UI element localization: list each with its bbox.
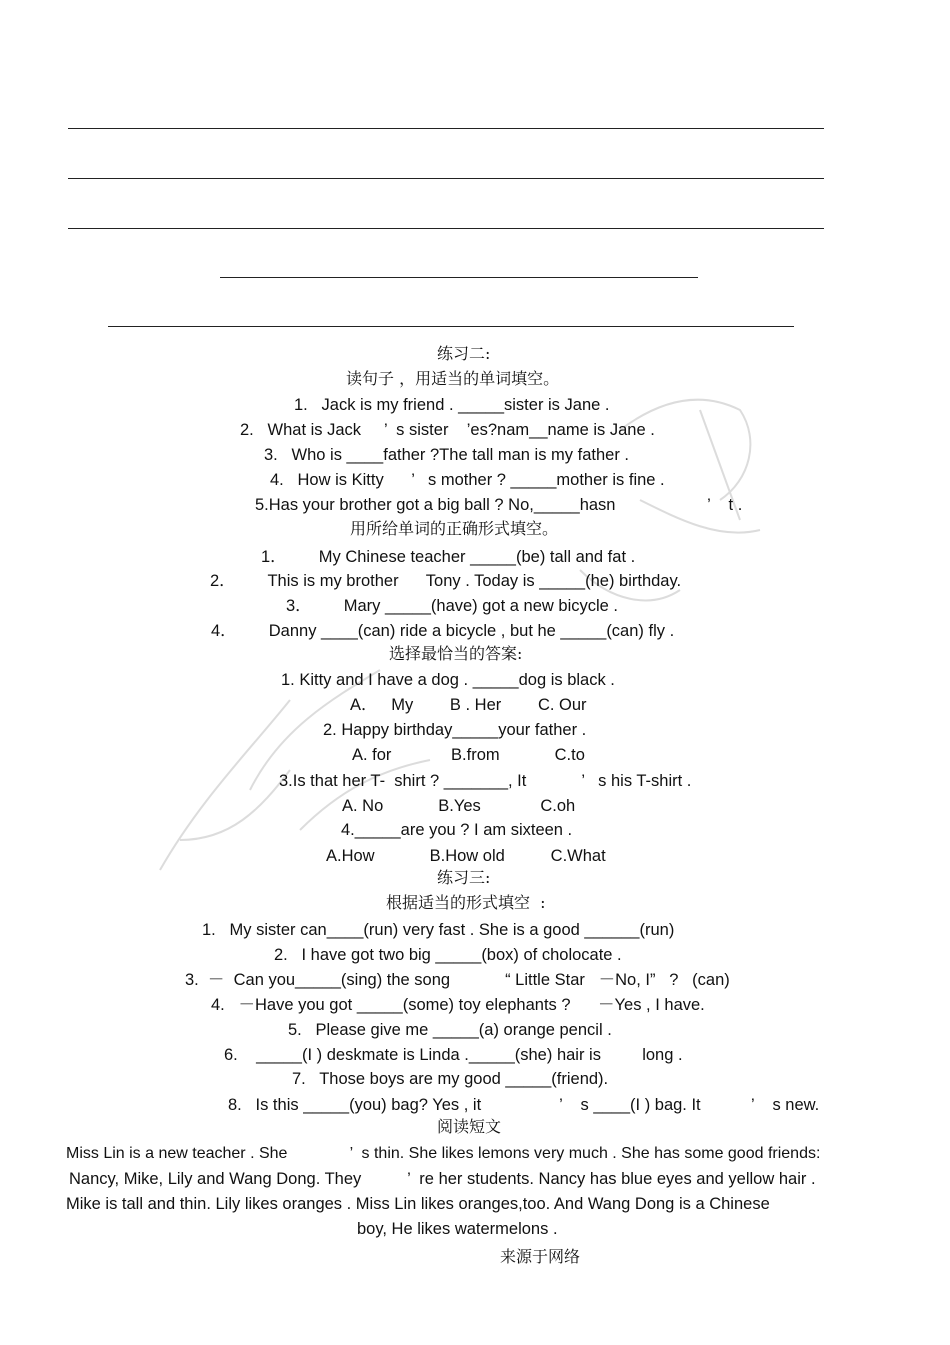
reading-title: 阅读短文 — [437, 1117, 502, 1136]
partC-options-2: A. for B.from C.to — [352, 746, 585, 764]
section3-item-8: 8. Is this _____(you) bag? Yes , it ’ s ____(I ) bag. It ’ s new. — [228, 1096, 820, 1114]
section3-instruction: 根据适当的形式填空 : — [386, 893, 546, 912]
partC-question-2: 2. Happy birthday_____your father . — [323, 721, 587, 739]
partC-options-3: A. No B.Yes C.oh — [342, 797, 576, 815]
partC-options-4: A.How B.How old C.What — [326, 847, 606, 865]
partA-item-4: 4. How is Kitty ’ s mother ? _____mother is fine . — [270, 471, 665, 489]
answer-line-4 — [220, 277, 698, 278]
answer-line-5 — [108, 326, 794, 327]
reading-line-2: Nancy, Mike, Lily and Wang Dong. They ’ re her students. Nancy has blue eyes and yellow hair . — [69, 1170, 816, 1188]
section2-title: 练习二: — [437, 344, 491, 363]
partC-question-3: 3.Is that her T- shirt ? _______, It ’ s his T-shirt . — [279, 772, 692, 790]
partB-item-4: 4． Danny ____(can) ride a bicycle , but he _____(can) fly . — [211, 622, 675, 640]
partA-item-3: 3. Who is ____father ?The tall man is my father . — [264, 446, 629, 464]
answer-line-3 — [68, 228, 824, 229]
section3-item-4: 4. －Have you got _____(some) toy elephants ? －Yes , I have. — [211, 996, 705, 1014]
section3-item-2: 2. I have got two big _____(box) of cholocate . — [274, 946, 622, 964]
section3-title: 练习三: — [437, 868, 491, 887]
answer-line-1 — [68, 128, 824, 129]
reading-line-1: Miss Lin is a new teacher . She ’ s thin. She likes lemons very much . She has some good friends: — [66, 1145, 821, 1162]
section3-item-1: 1. My sister can____(run) very fast . She is a good ______(run) — [202, 921, 675, 939]
section3-item-3: 3. － Can you_____(sing) the song “ Little Star －No, I” ? (can) — [185, 971, 730, 989]
section3-item-7: 7. Those boys are my good _____(friend). — [292, 1070, 609, 1088]
section2-partB-instruction: 用所给单词的正确形式填空。 — [350, 519, 559, 538]
partB-item-2: 2． This is my brother Tony . Today is _____(he) birthday. — [210, 572, 682, 590]
partA-item-2: 2. What is Jack ’ s sister ’es?nam__name is Jane . — [240, 421, 655, 439]
partA-item-1: 1. Jack is my friend . _____sister is Jane . — [294, 396, 610, 414]
reading-line-4: boy, He likes watermelons . — [357, 1220, 558, 1238]
partA-item-5: 5.Has your brother got a big ball ? No,_____hasn ’ t . — [255, 496, 743, 514]
partB-item-1: 1． My Chinese teacher _____(be) tall and fat . — [261, 548, 636, 566]
section2-partA-instruction: 读句子 ，用适当的单词填空。 — [346, 369, 560, 388]
partC-question-4: 4._____are you ? I am sixteen . — [341, 821, 573, 839]
partB-item-3: 3． Mary _____(have) got a new bicycle . — [286, 597, 618, 615]
reading-line-3: Mike is tall and thin. Lily likes oranges . Miss Lin likes oranges,too. And Wang Dong is a Chinese — [66, 1195, 770, 1213]
answer-line-2 — [68, 178, 824, 179]
partC-options-1: A． My B . Her C. Our — [350, 696, 587, 714]
footer-source: 来源于网络 — [500, 1247, 581, 1266]
section2-partC-instruction: 选择最恰当的答案: — [389, 644, 523, 663]
section3-item-6: 6. _____(I ) deskmate is Linda ._____(she) hair is long . — [224, 1046, 683, 1064]
section3-item-5: 5. Please give me _____(a) orange pencil . — [288, 1021, 612, 1039]
partC-question-1: 1. Kitty and I have a dog . _____dog is black . — [281, 671, 615, 689]
